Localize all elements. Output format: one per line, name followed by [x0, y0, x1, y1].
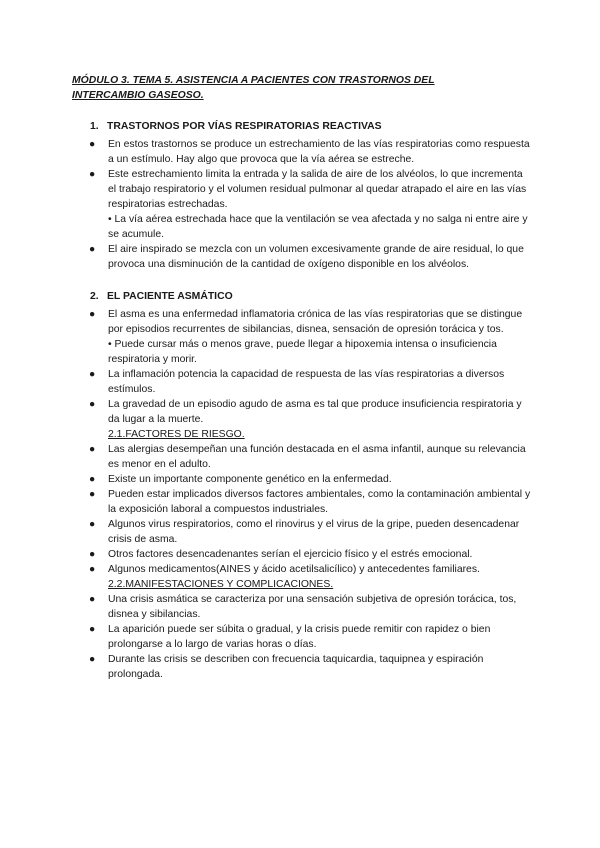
list-item [72, 167, 532, 242]
list-item-text: Algunos virus respiratorios, como el rinovirus y el virus de la gripe, pueden desencadenar crisis de asma. [108, 519, 520, 545]
list-item-text: Algunos medicamentos(AINES y ácido acetilsalicílico) y antecedentes familiares. [108, 564, 480, 575]
list-item-subnote: • La vía aérea estrechada hace que la ventilación se vea afectada y no salga ni entre aire y se acumule. [108, 214, 528, 240]
bullet-icon: ● [89, 519, 96, 530]
list-item-text: Las alergias desempeñan una función destacada en el asma infantil, aunque su relevancia es menor en el adulto. [108, 444, 526, 470]
subsection-2-1-heading: 2.1.FACTORES DE RIESGO. [108, 429, 245, 440]
bullet-icon: ● [89, 474, 96, 485]
list-item [72, 562, 532, 577]
list-item-text: Otros factores desencadenantes serían el ejercicio físico y el estrés emocional. [108, 549, 473, 560]
list-item-subnote: • Puede cursar más o menos grave, puede llegar a hipoxemia intensa o insuficiencia respiratoria y morir. [108, 339, 497, 365]
list-item-text: El aire inspirado se mezcla con un volumen excesivamente grande de aire residual, lo que provoca una disminución de la cantidad de oxígeno disponible en los alvéolos. [108, 244, 524, 270]
section-2-heading-text: EL PACIENTE ASMÁTICO [107, 291, 233, 302]
list-item [72, 622, 532, 652]
list-item-text: La inflamación potencia la capacidad de respuesta de las vías respiratorias a diversos estímulos. [108, 369, 505, 395]
subsection-2-2-heading: 2.2.MANIFESTACIONES Y COMPLICACIONES. [108, 579, 334, 590]
section-1-number: 1. [90, 121, 99, 132]
title-line-1: MÓDULO 3. TEMA 5. ASISTENCIA A PACIENTES CON TRASTORNOS DEL [72, 75, 435, 86]
list-item [72, 472, 532, 487]
list-item-text: Este estrechamiento limita la entrada y la salida de aire de los alvéolos, lo que incrementa el trabajo respiratorio y el volumen residual pulmonar al quedar atrapado el aire en las vías respiratorias estrechadas. [108, 169, 527, 210]
list-item-text: El asma es una enfermedad inflamatoria crónica de las vías respiratorias que se distingue por episodios recurrentes de sibilancias, disnea, sensación de opresión torácica y tos. [108, 309, 523, 335]
section-1-heading-text: TRASTORNOS POR VÍAS RESPIRATORIAS REACTIVAS [107, 121, 382, 132]
document-title [72, 73, 532, 103]
list-item-text: En estos trastornos se produce un estrechamiento de las vías respiratorias como respuesta a un estímulo. Hay algo que provoca que la vía aérea se estreche. [108, 139, 530, 165]
list-item [72, 487, 532, 517]
list-item-text: La aparición puede ser súbita o gradual, y la crisis puede remitir con rapidez o bien prolongarse a lo largo de varias horas o días. [108, 624, 491, 650]
subsection-2-2-list [72, 592, 532, 682]
bullet-icon: ● [89, 549, 96, 560]
list-item [72, 517, 532, 547]
bullet-icon: ● [89, 399, 96, 410]
subsection-2-1-list [72, 442, 532, 577]
bullet-icon: ● [89, 369, 96, 380]
bullet-icon: ● [89, 244, 96, 255]
list-item [72, 397, 532, 427]
bullet-icon: ● [89, 624, 96, 635]
section-2-number: 2. [90, 291, 99, 302]
title-line-2: INTERCAMBIO GASEOSO. [72, 90, 204, 101]
list-item [72, 137, 532, 167]
bullet-icon: ● [89, 489, 96, 500]
bullet-icon: ● [89, 139, 96, 150]
section-2-list [72, 307, 532, 427]
bullet-icon: ● [89, 594, 96, 605]
list-item [72, 242, 532, 272]
list-item [72, 652, 532, 682]
list-item [72, 307, 532, 367]
bullet-icon: ● [89, 444, 96, 455]
list-item-text: Durante las crisis se describen con frecuencia taquicardia, taquipnea y espiración prolongada. [108, 654, 484, 680]
list-item-text: La gravedad de un episodio agudo de asma es tal que produce insuficiencia respiratoria y da lugar a la muerte. [108, 399, 522, 425]
bullet-icon: ● [89, 654, 96, 665]
section-1-list [72, 137, 532, 272]
section-2-heading [72, 289, 532, 304]
list-item [72, 367, 532, 397]
section-1-heading [72, 119, 532, 134]
document-page [72, 73, 532, 682]
bullet-icon: ● [89, 564, 96, 575]
list-item [72, 547, 532, 562]
bullet-icon: ● [89, 169, 96, 180]
list-item-text: Pueden estar implicados diversos factores ambientales, como la contaminación ambiental y la exposición laboral a compuestos industriales. [108, 489, 531, 515]
list-item [72, 592, 532, 622]
bullet-icon: ● [89, 309, 96, 320]
list-item-text: Existe un importante componente genético en la enfermedad. [108, 474, 392, 485]
list-item [72, 442, 532, 472]
list-item-text: Una crisis asmática se caracteriza por una sensación subjetiva de opresión torácica, tos, disnea y sibilancias. [108, 594, 517, 620]
